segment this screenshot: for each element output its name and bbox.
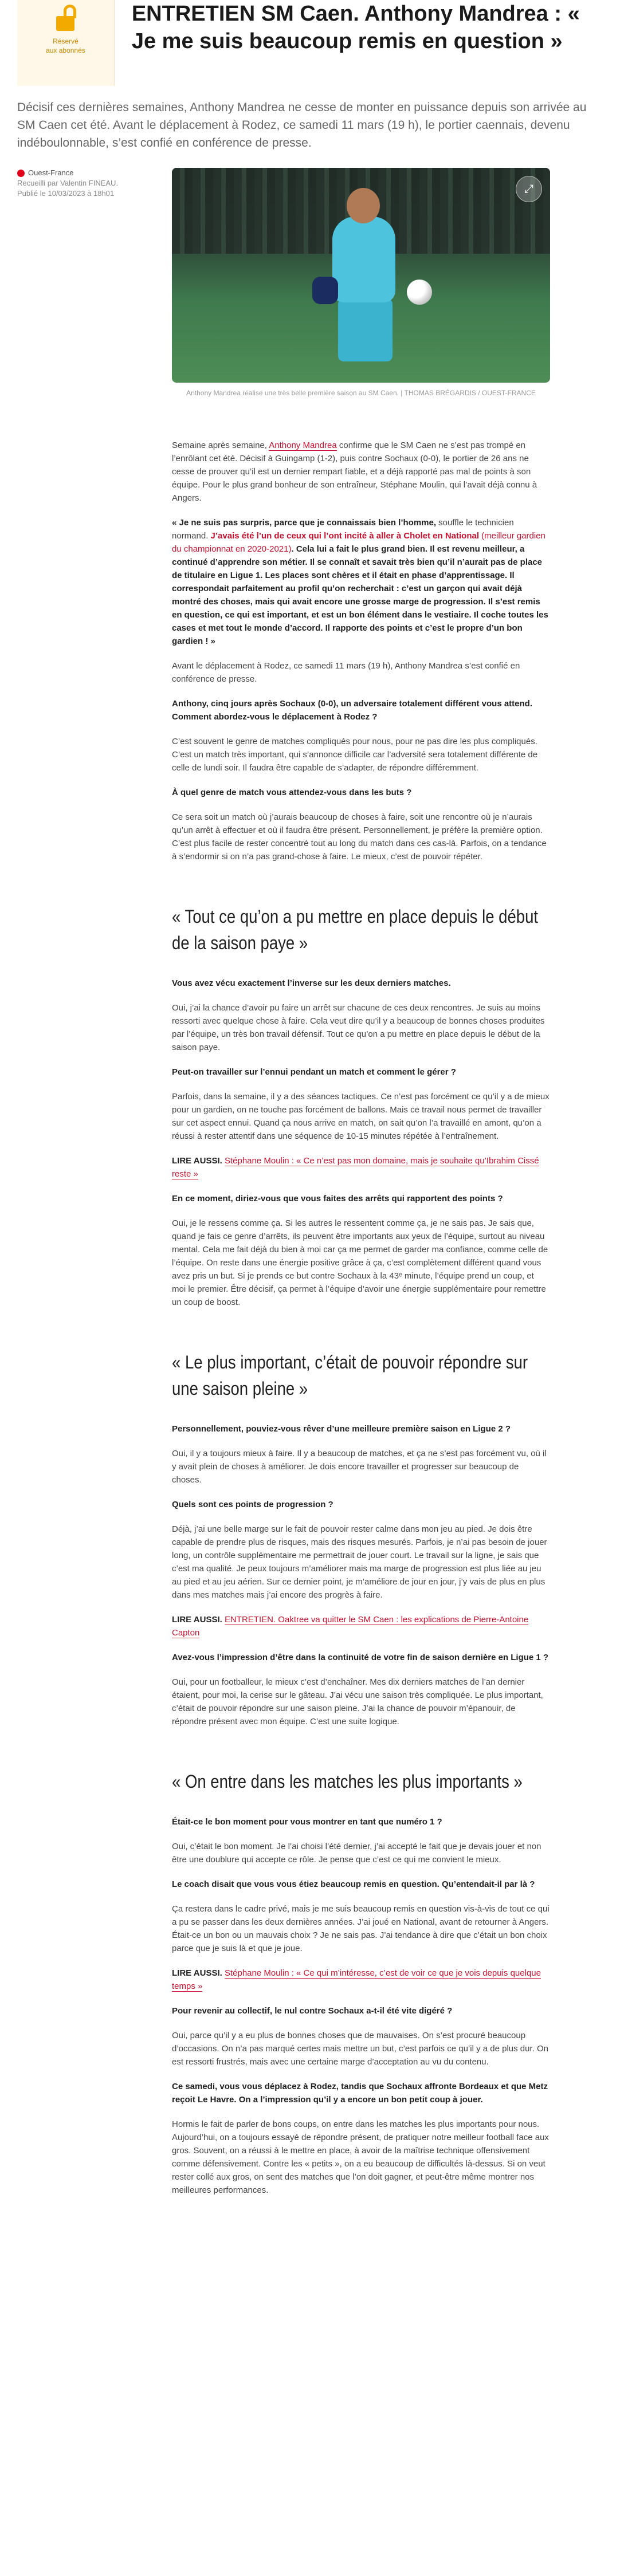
source-line	[17, 168, 155, 178]
answer: Oui, il y a toujours mieux à faire. Il y a beaucoup de matches, et ça ne s’est pas forcément vu, où il y avait plein de choses à améliorer. Je dois encore travailler et progresser sur beaucoup de choses.	[172, 1449, 547, 1485]
answer: Oui, pour un footballeur, le mieux c’est d’enchaîner. Mes dix derniers matches de l’an dernier étaient, pour moi, la cerise sur le gâteau. J’ai vécu une saison très compliquée. Le plus important, c’était de pouvoir répondre sur une saison pleine. J’ai la chance de pouvoir m’épanouir, de répondre présent avec mon équipe. C’est une suite logique.	[172, 1677, 543, 1726]
paragraph-1	[172, 439, 550, 505]
article-title: ENTRETIEN SM Caen. Anthony Mandrea : « Je me suis beaucoup remis en question »	[131, 2, 580, 53]
read-also-label: LIRE AUSSI.	[172, 1156, 222, 1166]
player-torso	[332, 217, 395, 302]
player-link[interactable]: Anthony Mandrea	[269, 441, 337, 450]
read-also-label: LIRE AUSSI.	[172, 1615, 222, 1625]
read-also-link[interactable]: Stéphane Moulin : « Ce qui m’intéresse, c’est de voir ce que je vois depuis quelque temps »	[172, 1968, 541, 1991]
read-also-link[interactable]: ENTRETIEN. Oaktree va quitter le SM Caen : les explications de Pierre-Antoine Capton	[172, 1615, 529, 1638]
question: Ce samedi, vous vous déplacez à Rodez, tandis que Sochaux affronte Bordeaux et que Metz reçoit Le Havre. On a l’impression qu’il y a encore un bon petit coup à jouer.	[172, 2082, 548, 2105]
read-also	[172, 1154, 550, 1181]
highlight-link-note[interactable]: (meilleur gardien du championnat en 2020-2021)	[172, 531, 545, 554]
answer: Oui, j’ai la chance d’avoir pu faire un arrêt sur chacune de ces deux rencontres. Je suis au moins ressorti avec quelque chose à faire. Cela veut dire qu’il y a beaucoup de bonnes choses produites par l’équipe, un très bon travail défensif. Tout ce qu’on a pu mettre en place depuis le début de la saison paye.	[172, 1003, 545, 1052]
meta-and-photo	[0, 152, 624, 398]
answer: Parfois, dans la semaine, il y a des séances tactiques. Ce n’est pas forcément ce qu’il y a de mieux pour un gardien, on ne touche pas forcément de ballons. Mais ce travail nous permet de travailler sur cet aspect ennui. Quand ça nous arrive en match, on sait qu’on l’a travaillé en amont, qu’on a réussi à rester attentif dans une séquence de 10-15 minutes répétée à l’entraînement.	[172, 1092, 550, 1141]
article-header	[0, 0, 624, 86]
article-photo[interactable]	[172, 168, 550, 383]
premium-badge	[17, 0, 115, 86]
publish-date: Publié le 10/03/2023 à 18h01	[17, 189, 115, 198]
answer: Ce sera soit un match où j’aurais beaucoup de choses à faire, soit une rencontre où je n’aurais qu’un arrêt à effectuer et où il faudra être présent. Personnellement, je préfère la première option. C’est plus facile de rester concentré tout au long du match dans ces cas-là. Parfois, on a tendance à s’endormir si on n’a pas grand-chose à faire. Le mieux, c’est de pouvoir répéter.	[172, 812, 547, 862]
text: confirme que le SM Caen ne s’est pas trompé en l’enrôlant cet été. Décisif à Guingamp (1-2), puis contre Sochaux (0-0), le portier de 26 ans ne cesse de prouver qu’il est un dernier rempart fiable, et a déjà rapporté pas mal de points à son équipe. Pour le plus grand bonheur de son entraîneur, Stéphane Moulin, qui l’avait déjà connu à Angers.	[172, 441, 537, 503]
read-also	[172, 1967, 550, 1993]
question: Le coach disait que vous vous étiez beaucoup remis en question. Qu’entendait-il par là ?	[172, 1879, 535, 1889]
unlock-icon	[53, 5, 78, 33]
ouest-france-logo-icon	[17, 170, 25, 177]
quote-text: « Je ne suis pas surpris, parce que je connaissais bien l’homme,	[172, 518, 437, 528]
photo-caption: Anthony Mandrea réalise une très belle première saison au SM Caen. | THOMAS BRÉGARDIS / OUEST-FRANCE	[186, 389, 536, 397]
article-lead: Décisif ces dernières semaines, Anthony Mandrea ne cesse de monter en puissance depuis son arrivée au SM Caen cet été. Avant le déplacement à Rodez, ce samedi 11 mars (19 h), le portier caennais, devenu indéboulonnable, s’est confié en conférence de presse.	[17, 101, 587, 150]
article-figure	[172, 168, 550, 398]
section-heading: « Tout ce qu’on a pu mettre en place depuis le début de la saison paye »	[172, 906, 539, 953]
paragraph-3: Avant le déplacement à Rodez, ce samedi 11 mars (19 h), Anthony Mandrea s’est confié en conférence de presse.	[172, 661, 520, 684]
quote-text: . Cela lui a fait le plus grand bien. Il est revenu meilleur, a continué d’apprendre son métier. Il se connaît et savait très bien qu’il n’aurait pas de place de titulaire en Ligue 1. Les places sont chères et il était en phase d’apprentissage. Il correspondait parfaitement au profil qu’on recherchait : c’est un garçon qui avait déjà montré des choses, mais qui avait encore une grosse marge de progression. Il s’est remis en question, ce qui est important, et est un bon élément dans le vestiaire. Il coche toutes les cases et met tout le monde d’accord. Il rapporte des points et c’est le propre d’un bon gardien ! »	[172, 544, 548, 646]
read-also	[172, 1613, 550, 1639]
question: Personnellement, pouviez-vous rêver d’une meilleure première saison en Ligue 2 ?	[172, 1424, 511, 1434]
source-name[interactable]: Ouest-France	[28, 168, 74, 177]
highlight-link[interactable]: J’avais été l’un de ceux qui l’ont incité à aller à Cholet en National	[210, 531, 480, 541]
paragraph-2	[172, 516, 550, 648]
question: Quels sont ces points de progression ?	[172, 1500, 333, 1509]
answer: Oui, parce qu’il y a eu plus de bonnes choses que de mauvaises. On s’est procuré beaucoup d’occasions. On n’a pas marqué certes mais mettre un but, c’est parfois ce qu’il y a de plus dur. On est ressorti frustrés, mais avec une certaine marge d’acceptation au vu du contenu.	[172, 2031, 548, 2067]
answer: Déjà, j’ai une belle marge sur le fait de pouvoir rester calme dans mon jeu au pied. Je dois être capable de prendre plus de risques, mais des risques mesurés. Parfois, je n’ai pas besoin de jouer long, un contrôle supplémentaire me permettrait de jouer court. Le travail sur la ligne, je sais que c’est ma qualité. Je peux toujours m’améliorer mais ma marge de progression est plus liée au jeu au pied et au jeu aérien. Sur ce dernier point, je m’améliore de jour en jour, j’y vais de plus en plus dans mes matches mais j’ai encore des progrès à faire.	[172, 1524, 547, 1600]
read-also-label: LIRE AUSSI.	[172, 1968, 222, 1978]
article-meta	[17, 168, 155, 398]
player-head	[347, 188, 380, 223]
premium-badge-label	[46, 37, 85, 55]
text: souffle le technicien normand.	[172, 518, 514, 541]
expand-icon[interactable]: ⤢	[516, 176, 542, 202]
question: Vous avez vécu exactement l’inverse sur les deux derniers matches.	[172, 978, 451, 988]
goalkeeper-glove	[312, 277, 338, 304]
text: Semaine après semaine,	[172, 441, 269, 450]
premium-line-1: Réservé	[53, 37, 79, 45]
question: Anthony, cinq jours après Sochaux (0-0), un adversaire totalement différent vous attend. Comment abordez-vous le déplacement à Rodez ?	[172, 699, 533, 722]
player-legs	[338, 298, 393, 361]
section-heading: « Le plus important, c’était de pouvoir répondre sur une saison pleine »	[172, 1352, 528, 1399]
author-line: Recueilli par Valentin FINEAU.	[17, 179, 119, 187]
answer: C’est souvent le genre de matches compliqués pour nous, pour ne pas dire les plus compliqués. C’est un match très important, qui s’annonce difficile car l’adversité sera totalement différente de celle de lundi soir. Il faudra être capable de s’adapter, de répondre différemment.	[172, 737, 538, 773]
article-body	[172, 398, 550, 2197]
question: Peut-on travailler sur l’ennui pendant un match et comment le gérer ?	[172, 1067, 456, 1077]
question: Avez-vous l’impression d’être dans la continuité de votre fin de saison dernière en Ligue 1 ?	[172, 1653, 549, 1662]
read-also-link[interactable]: Stéphane Moulin : « Ce n’est pas mon domaine, mais je souhaite qu’Ibrahim Cissé reste »	[172, 1156, 539, 1179]
question: À quel genre de match vous attendez-vous dans les buts ?	[172, 788, 412, 797]
section-heading: « On entre dans les matches les plus importants »	[172, 1771, 523, 1792]
premium-line-2: aux abonnés	[46, 46, 85, 54]
answer: Hormis le fait de parler de bons coups, on entre dans les matches les plus importants pour nous. Aujourd’hui, on a toujours essayé de répondre présent, de pratiquer notre meilleur football face aux gros. Souvent, on a réussi à le mettre en place, à avoir de la maîtrise technique offensivement comme défensivement. Contre les « petits », on a eu beaucoup de difficultés là-dessus. Si on veut rester collé aux gros, on sent des matches que l’on doit gagner, et peut-être même montrer nos meilleures performances.	[172, 2119, 549, 2195]
question: Était-ce le bon moment pour vous montrer en tant que numéro 1 ?	[172, 1817, 442, 1827]
question: Pour revenir au collectif, le nul contre Sochaux a-t-il été vite digéré ?	[172, 2006, 453, 2016]
question: En ce moment, diriez-vous que vous faites des arrêts qui rapportent des points ?	[172, 1194, 503, 1204]
answer: Ça restera dans le cadre privé, mais je me suis beaucoup remis en question vis-à-vis de tout ce qui a pu se passer dans les deux dernières années. J’ai joué en National, avant de retourner à Angers. Était-ce un bon ou un mauvais choix ? Je ne sais pas. J’ai tendance à dire que c’était un bon choix parce que je suis là et que je joue.	[172, 1904, 550, 1953]
football	[407, 280, 432, 305]
answer: Oui, c’était le bon moment. Je l’ai choisi l’été dernier, j’ai accepté le fait que je devais jouer et non être une doublure qui accepte ce rôle. Je pense que c’est ce qui me convient le mieux.	[172, 1842, 541, 1865]
answer: Oui, je le ressens comme ça. Si les autres le ressentent comme ça, je ne sais pas. Je sais que, quand je fais ce genre d’arrêts, ils peuvent être importants aux yeux de l’équipe, surtout au niveau mental. Cela me fait déjà du bien à moi car ça me permet de garder ma confiance, comme celle de l’équipe. On reste dans une énergie positive grâce à ça, c’est complètement différent quand vous avez pris un but. Si je prends ce but contre Sochaux à la 43ᵉ minute, l’équipe prend un coup, et moi le premier. Être décisif, ça permet à l’équipe d’avoir une énergie supplémentaire pour remettre un coup de boost.	[172, 1218, 548, 1307]
